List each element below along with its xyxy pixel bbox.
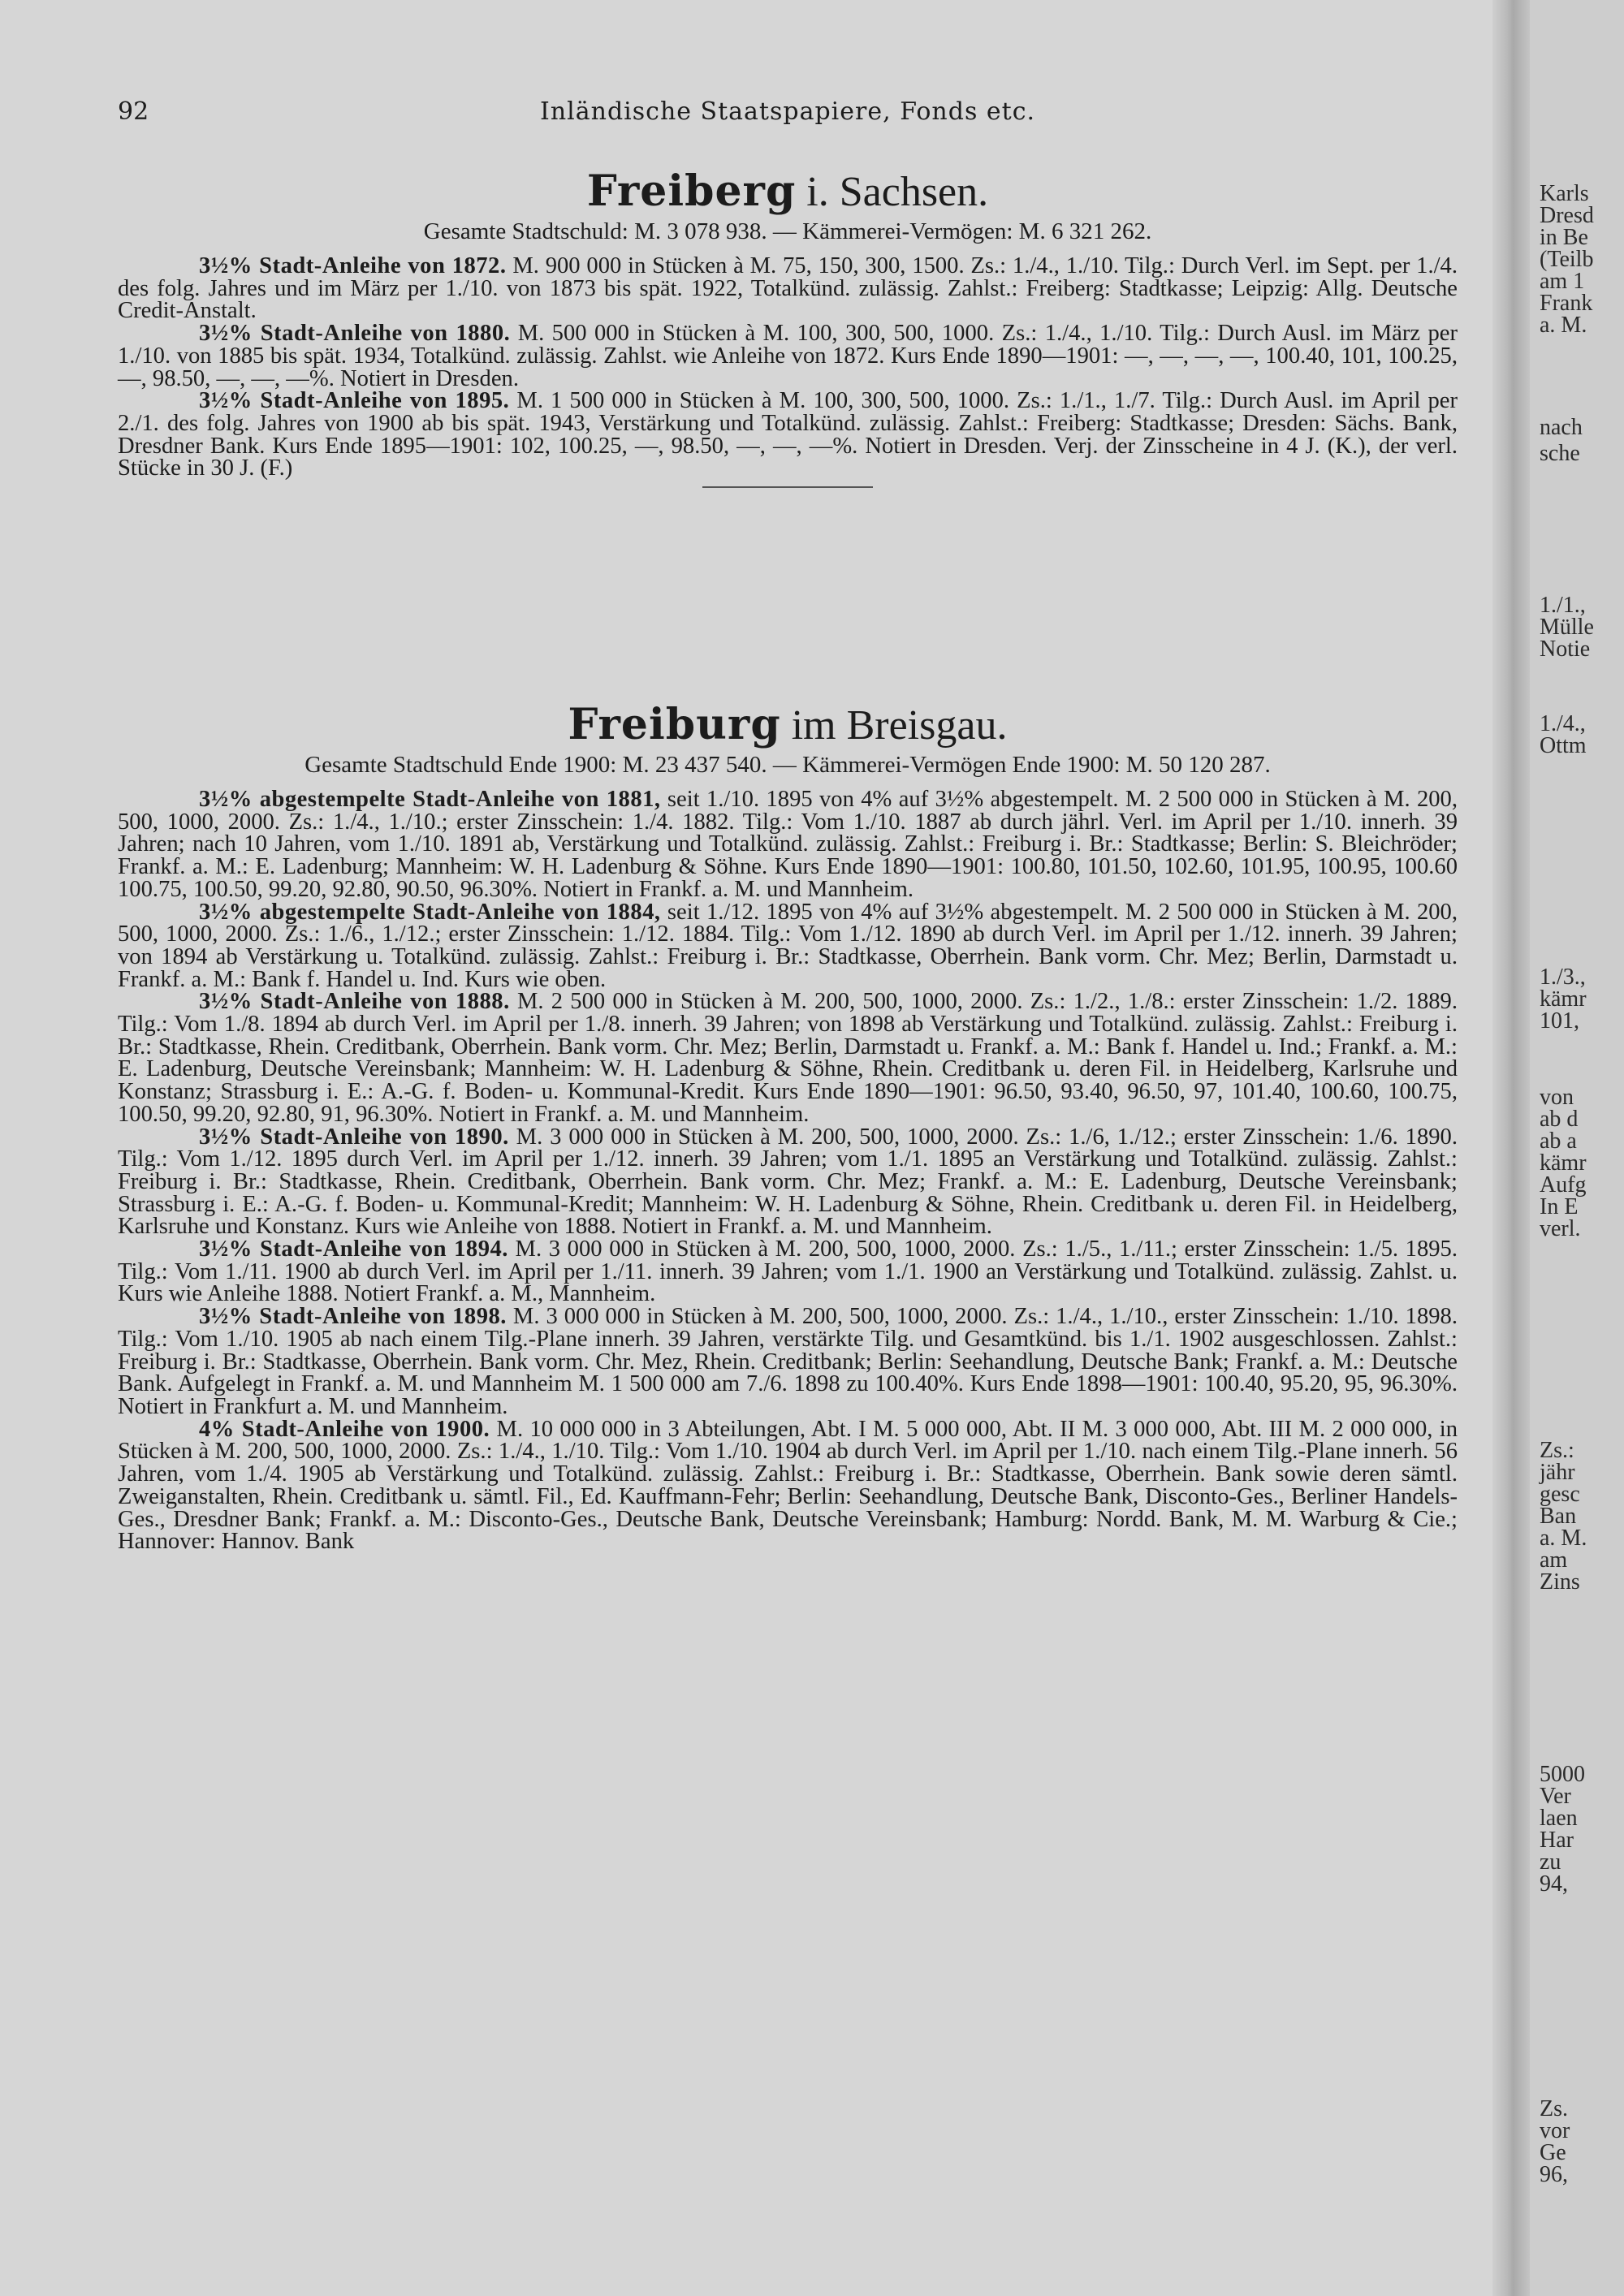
adjacent-text-fragment: Zs. [1540,2096,1568,2121]
loan-body: M. 900 000 in Stücken à M. 75, 150, 300, 1500. Zs.: 1./4., 1./10. Tilg.: Durch Verl. im Sept. per 1./4. des folg. Jahres und im März per 1./10. von 1873 bis spät. 1922, Totalkünd. zulässig. Zahlst.: Freiberg: Stadtkasse; Leipzig: Allg. Deutsche Credit-Anstalt. [118,253,1458,324]
adjacent-text-fragment: laen [1540,1806,1578,1831]
loan-entry [118,322,1458,390]
loan-entry [118,901,1458,991]
adjacent-text-fragment: 1./1., [1540,593,1586,618]
adjacent-text-fragment: Ge [1540,2140,1566,2165]
debt-summary: Gesamte Stadtschuld Ende 1900: M. 23 437 540. — Kämmerei-Vermögen Ende 1900: M. 50 120 287. [304,752,1271,778]
loan-body: M. 500 000 in Stücken à M. 100, 300, 500, 1000. Zs.: 1./4., 1./10. Tilg.: Durch Ausl. im März per 1./10. von 1885 bis spät. 1934, Totalkünd. zulässig. Zahlst. wie Anleihe von 1872. Kurs Ende 1890—1901: —, —, —, —, 100.40, 101, 100.25, —, 98.50, —, —, —%. Notiert in Dresden. [118,321,1458,391]
loan-body: seit 1./10. 1895 von 4% auf 3½% abgestempelt. M. 2 500 000 in Stücken à M. 200, 500, 1000, 2000. Zs.: 1./4., 1./10.; erster Zinsschein: 1./4. 1882. Tilg.: Vom 1./10. 1887 ab durch jährl. Verl. im April per 1./10. innerh. 39 Jahren; nach 10 Jahren, vom 1./10. 1891 ab, Verstärkung und Totalkünd. zulässig. Zahlst.: Freiburg i. Br.: Stadtkasse; Berlin: S. Bleichröder; Frankf. a. M.: E. Ladenburg; Mannheim: W. H. Ladenburg & Söhne. Kurs Ende 1890—1901: 100.80, 101.50, 102.60, 101.95, 100.95, 100.60 100.75, 100.50, 99.20, 92.80, 90.50, 96.30%. Notiert in Frankf. a. M. und Mannheim. [118,787,1458,902]
adjacent-text-fragment: Karls [1540,181,1589,206]
book-gutter [1492,0,1530,2296]
adjacent-text-fragment: a. M. [1540,313,1587,338]
loan-heading: 3½% Stadt-Anleihe von 1895. [199,388,510,414]
adjacent-text-fragment: am [1540,1547,1568,1573]
adjacent-text-fragment: a. M. [1540,1526,1587,1551]
adjacent-text-fragment: Har [1540,1828,1574,1853]
adjacent-text-fragment: ab a [1540,1129,1577,1154]
adjacent-page [1530,0,1624,2296]
adjacent-text-fragment: 1./3., [1540,965,1586,990]
adjacent-text-fragment: Zs.: [1540,1438,1574,1463]
adjacent-text-fragment: 5000 [1540,1762,1585,1787]
adjacent-text-fragment: Zins [1540,1569,1580,1595]
adjacent-text-fragment: am 1 [1540,269,1585,294]
loan-heading: 3½% Stadt-Anleihe von 1872. [199,253,507,278]
loan-heading: 3½% abgestempelte Stadt-Anleihe von 1884, [199,899,661,925]
adjacent-text-fragment: Ban [1540,1504,1577,1529]
loan-entry [118,1238,1458,1306]
adjacent-text-fragment: In E [1540,1194,1579,1219]
loan-entry [118,1306,1458,1418]
adjacent-text-fragment: 1./4., [1540,711,1586,736]
loan-heading: 3½% Stadt-Anleihe von 1880. [199,321,511,347]
adjacent-text-fragment: nach [1540,415,1583,440]
adjacent-text-fragment: 94, [1540,1871,1568,1897]
adjacent-text-fragment: kämr [1540,1150,1587,1176]
running-title: Inländische Staatspapiere, Fonds etc. [539,97,1036,126]
loan-heading: 3½% Stadt-Anleihe von 1890. [199,1124,509,1150]
loan-body: M. 3 000 000 in Stücken à M. 200, 500, 1000, 2000. Zs.: 1./6, 1./12.; erster Zinsschein: 1./6. 1890. Tilg.: Vom 1./12. 1895 durch Verl. im April per 1./12. innerh. 39 Jahren; vom 1./1. 1895 an Verstärkung und Totalkünd. zulässig. Zahlst.: Freiburg i. Br.: Stadtkasse, Rhein. Creditbank, Oberrhein. Bank vorm. Chr. Mez; Frankf. a. M.: E. Ladenburg, Deutsche Vereinsbank; Strassburg i. E.: A.-G. f. Boden- u. Kommunal-Kredit; Mannheim: W. H. Ladenburg & Söhne, Rhein. Creditbank u. deren Fil. in Heidelberg, Karlsruhe und Konstanz. Kurs wie Anleihe von 1888. Notiert in Frankf. a. M. und Mannheim. [118,1124,1458,1240]
section-title-freiberg [118,166,1458,218]
loan-entry [118,1126,1458,1239]
adjacent-text-fragment: verl. [1540,1216,1581,1241]
adjacent-text-fragment: ab d [1540,1107,1579,1132]
loan-heading: 3½% Stadt-Anleihe von 1888. [199,989,510,1015]
section-freiburg [118,700,1458,1553]
adjacent-text-fragment: Aufg [1540,1172,1587,1198]
city-name: Freiburg [568,700,781,749]
section-freiberg [118,166,1458,503]
city-suffix: i. Sachsen. [796,169,989,215]
adjacent-text-fragment: zu [1540,1849,1561,1875]
city-name: Freiberg [586,166,797,216]
running-head [118,96,1458,128]
adjacent-text-fragment: Mülle [1540,615,1594,640]
loan-body: M. 10 000 000 in 3 Abteilungen, Abt. I M. 5 000 000, Abt. II M. 3 000 000, Abt. III M. 2 000 000, in Stücken à M. 200, 500, 1000, 2000. Zs.: 1./4., 1./10. Tilg.: Vom 1./10. 1904 ab durch Verl. im April per 1./10. nach einem Tilg.-Plane innerh. 56 Jahren, vom 1./4. 1905 ab Verstärkung und Totalkünd. zulässig. Zahlst.: Freiburg i. Br.: Stadtkasse, Oberrhein. Bank sowie deren sämtl. Zweiganstalten, Rhein. Creditbank u. sämtl. Fil., Ed. Kauffmann-Fehr; Berlin: Seehandlung, Deutsche Bank, Disconto-Ges., Berliner Handels-Ges., Dresdner Bank; Frankf. a. M.: Disconto-Ges., Deutsche Bank, Deutsche Vereinsbank; Hamburg: Nordd. Bank, M. M. Warburg & Cie.; Hannover: Hannov. Bank [118,1416,1458,1555]
loan-entry [118,1418,1458,1553]
loan-entry [118,255,1458,322]
loan-heading: 4% Stadt-Anleihe von 1900. [199,1416,490,1442]
loan-body: M. 3 000 000 in Stücken à M. 200, 500, 1000, 2000. Zs.: 1./4., 1./10., erster Zinsschein: 1./10. 1898. Tilg.: Vom 1./10. 1905 ab nach einem Tilg.-Plane innerh. 39 Jahren, verstärkte Tilg. und Gesamtkünd. bis 1./1. 1902 ausgeschlossen. Zahlst.: Freiburg i. Br.: Stadtkasse, Oberrhein. Bank vorm. Chr. Mez, Rhein. Creditbank; Berlin: Seehandlung, Deutsche Bank; Frankf. a. M.: Deutsche Bank. Aufgelegt in Frankf. a. M. und Mannheim M. 1 500 000 am 7./6. 1898 zu 100.40%. Kurs Ende 1898—1901: 100.40, 95.20, 95, 96.30%. Notiert in Frankfurt a. M. und Mannheim. [118,1304,1458,1419]
adjacent-text-fragment: Dresd [1540,203,1594,228]
loan-heading: 3½% Stadt-Anleihe von 1894. [199,1236,508,1262]
loan-body: M. 1 500 000 in Stücken à M. 100, 300, 500, 1000. Zs.: 1./1., 1./7. Tilg.: Durch Ausl. im April per 2./1. des folg. Jahres von 1900 ab bis spät. 1943, Verstärkung und Totalkünd. zulässig. Zahlst.: Freiberg: Stadtkasse; Dresden: Sächs. Bank, Dresdner Bank. Kurs Ende 1895—1901: 102, 100.25, —, 98.50, —, —, —%. Notiert in Dresden. Verj. der Zinsscheine in 4 J. (K.), der verl. Stücke in 30 J. (F.) [118,388,1458,481]
adjacent-text-fragment: gesc [1540,1482,1580,1507]
loan-entry [118,788,1458,901]
adjacent-text-fragment: jähr [1540,1460,1575,1485]
loan-heading: 3½% abgestempelte Stadt-Anleihe von 1881, [199,787,661,812]
loan-heading: 3½% Stadt-Anleihe von 1898. [199,1304,507,1330]
adjacent-text-fragment: 101, [1540,1008,1579,1034]
city-suffix: im Breisgau. [780,702,1008,749]
loan-entry [118,990,1458,1125]
adjacent-text-fragment: sche [1540,441,1580,466]
adjacent-text-fragment: kämr [1540,986,1587,1012]
adjacent-text-fragment: Notie [1540,637,1591,662]
loan-body: M. 2 500 000 in Stücken à M. 200, 500, 1000, 2000. Zs.: 1./2., 1./8.: erster Zinsschein: 1./2. 1889. Tilg.: Vom 1./8. 1894 ab durch Verl. im April per 1./8. innerh. 39 Jahren; von 1898 ab Verstärkung und Totalkünd. zulässig. Zahlst.: Freiburg i. Br.: Stadtkasse, Rhein. Creditbank, Oberrhein. Bank vorm. Chr. Mez; Berlin, Darmstadt u. Frankf. a. M.: Bank f. Handel u. Ind.; Frankf. a. M.: E. Ladenburg, Deutsche Vereinsbank; Mannheim: W. H. Ladenburg & Söhne, Rhein. Creditbank u. deren Fil. in Heidelberg, Karlsruhe und Konstanz; Strassburg i. E.: A.-G. f. Boden- u. Kommunal-Kredit. Kurs Ende 1890—1901: 96.50, 93.40, 96.50, 97, 101.40, 100.60, 100.75, 100.50, 99.20, 92.80, 91, 96.30%. Notiert in Frankf. a. M. und Mannheim. [118,989,1458,1127]
section-title-freiburg [118,700,1458,751]
loan-body: seit 1./12. 1895 von 4% auf 3½% abgestempelt. M. 2 500 000 in Stücken à M. 200, 500, 1000, 2000. Zs.: 1./6., 1./12.; erster Zinsschein: 1./12. 1884. Tilg.: Vom 1./12. 1890 ab durch Verl. im April per 1./12. innerh. 39 Jahren; von 1894 ab Verstärkung u. Totalkünd. zulässig. Zahlst.: Freiburg i. Br.: Stadtkasse, Oberrhein. Bank vorm. Chr. Mez; Berlin, Darmstadt u. Frankf. a. M.: Bank f. Handel u. Ind. Kurs wie oben. [118,899,1458,992]
page-number: 92 [118,97,149,126]
adjacent-text-fragment: von [1540,1085,1574,1110]
adjacent-text-fragment: Ver [1540,1784,1571,1809]
adjacent-text-fragment: 96, [1540,2162,1568,2187]
loan-entry [118,390,1458,480]
loan-body: M. 3 000 000 in Stücken à M. 200, 500, 1000, 2000. Zs.: 1./5., 1./11.; erster Zinsschein: 1./5. 1895. Tilg.: Vom 1./11. 1900 ab durch Verl. im April per 1./11. innerh. 39 Jahren; vom 1./1. 1900 an Verstärkung und Totalkünd. zulässig. Zahlst. u. Kurs wie Anleihe 1888. Notiert Frankf. a. M., Mannheim. [118,1236,1458,1307]
adjacent-text-fragment: in Be [1540,225,1588,250]
debt-summary: Gesamte Stadtschuld: M. 3 078 938. — Kämmerei-Vermögen: M. 6 321 262. [423,218,1152,244]
section-divider [702,486,873,488]
adjacent-text-fragment: vor [1540,2118,1570,2143]
adjacent-text-fragment: Ottm [1540,733,1587,758]
adjacent-text-fragment: (Teilb [1540,247,1594,272]
adjacent-text-fragment: Frank [1540,291,1593,316]
